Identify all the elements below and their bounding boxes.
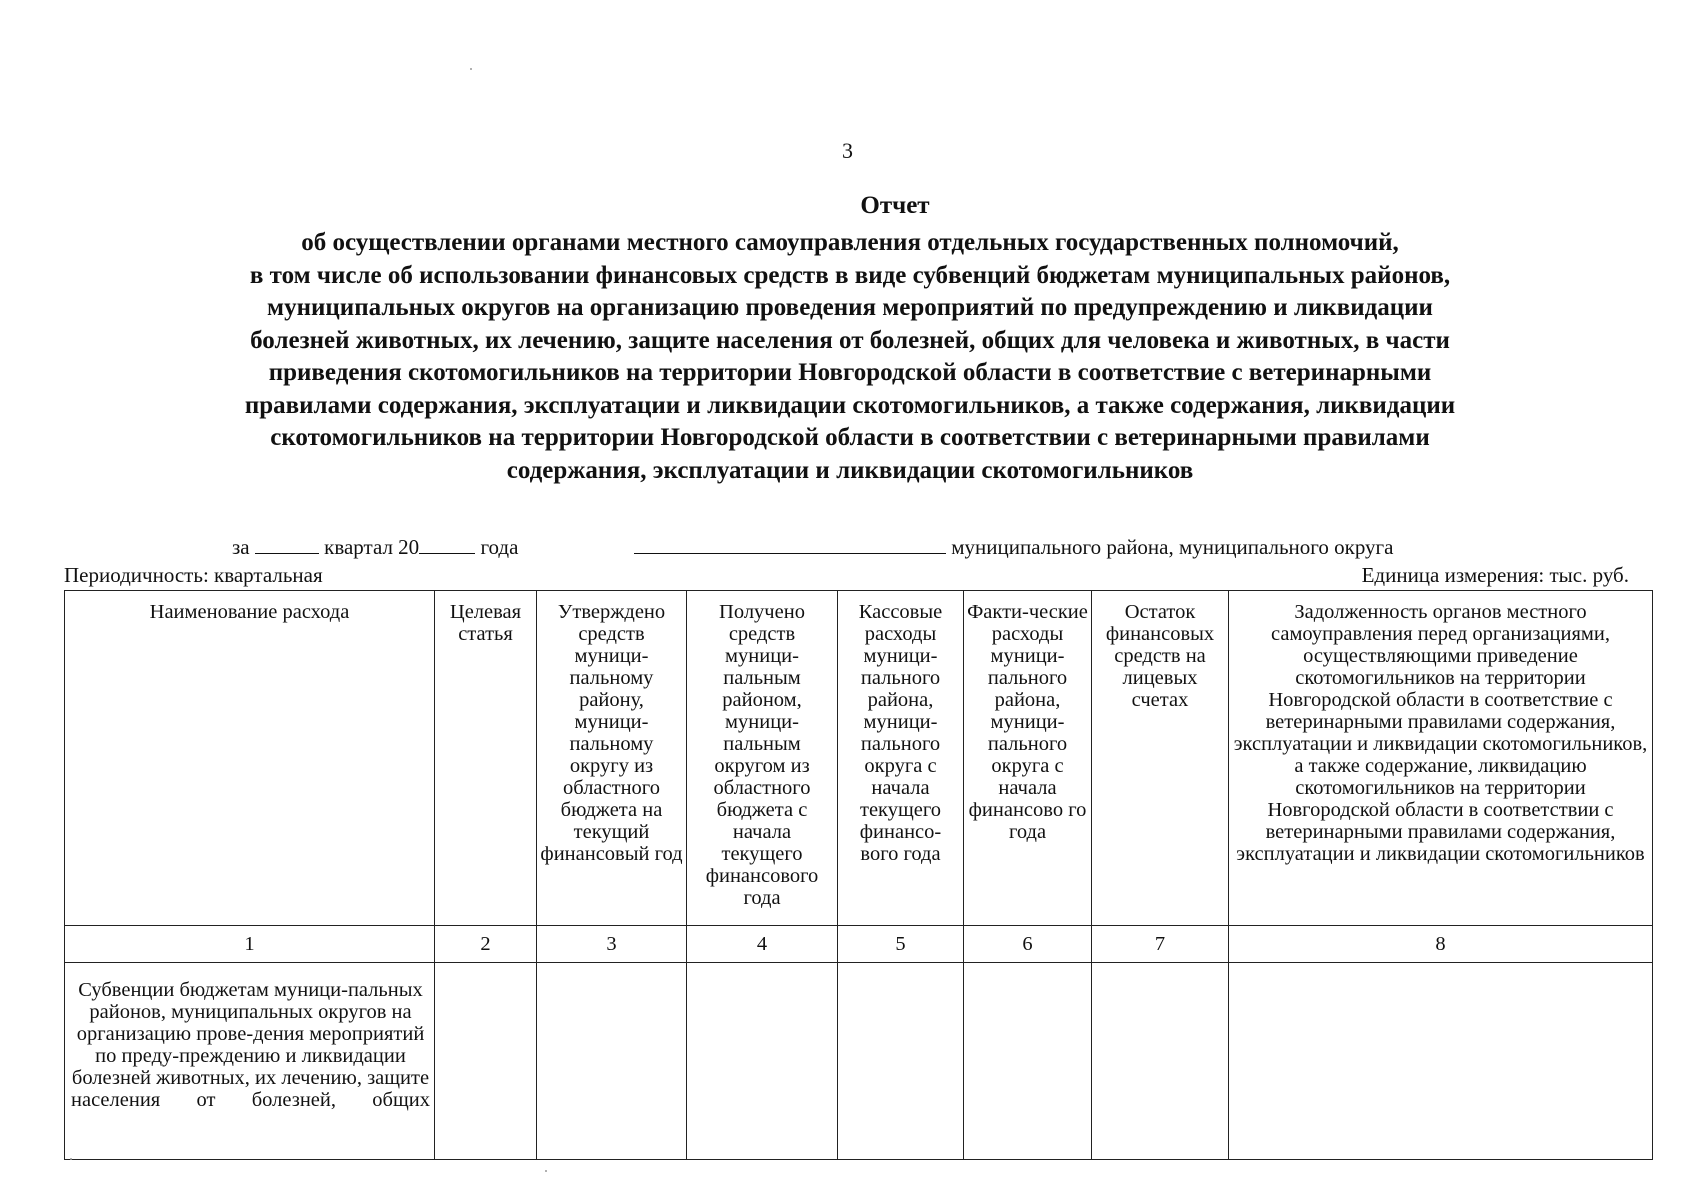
- scan-speck: [545, 1170, 547, 1172]
- district-label: муниципального района, муниципального округа: [951, 535, 1394, 559]
- unit-label: Единица измерения: тыс. руб.: [1361, 563, 1629, 587]
- column-number: 4: [687, 926, 838, 963]
- year-blank: [419, 535, 475, 554]
- expense-name-cell: Субвенции бюджетам муници-пальных районов, муниципальных округов на организацию прове-дения мероприятий по преду-преждению и ликвидации болезней животных, их лечению, защите населения от болезней, общих: [65, 963, 435, 1160]
- column-number: 2: [435, 926, 537, 963]
- column-header: Кассовые расходы муници-пального района, муници-пального округа с начала текущего финансо-вого года: [838, 591, 964, 926]
- subtitle-line: содержания, эксплуатации и ликвидации скотомогильников: [506, 456, 1194, 484]
- data-cell: [687, 963, 838, 1160]
- column-header: Факти-ческие расходы муници-пального района, муници-пального округа с начала финансово го года: [964, 591, 1092, 926]
- column-header: Получено средств муници-пальным районом, муници-пальным округом из областного бюджета с начала текущего финансового года: [687, 591, 838, 926]
- column-number: 1: [65, 926, 435, 963]
- data-cell: [1092, 963, 1229, 1160]
- period-prefix: за: [232, 535, 250, 559]
- column-number: 7: [1092, 926, 1229, 963]
- subtitle-line: в том числе об использовании финансовых средств в виде субвенций бюджетам муниципальных районов,: [249, 261, 1451, 289]
- column-number: 5: [838, 926, 964, 963]
- report-table: [64, 590, 1653, 1160]
- column-header: Задолженность органов местного самоуправления перед организациями, осуществляющими приведение скотомогильников на территории Новгородской области в соответствие с ветеринарными правилами содержания, эксплуатации и ликвидации скотомогильников, а также содержание, ликвидацию скотомогильников на территории Новгородской области в соответствии с ветеринарными правилами содержания, эксплуатации и ликвидации скотомогильников: [1229, 591, 1653, 926]
- column-header: Утверждено средств муници-пальному району, муници-пальному округу из областного бюджета на текущий финансовый год: [537, 591, 687, 926]
- column-number: 6: [964, 926, 1092, 963]
- page-number: 3: [842, 138, 853, 163]
- data-cell: [435, 963, 537, 1160]
- header-row: [65, 591, 1653, 926]
- year-label: года: [480, 535, 519, 559]
- district-line: [634, 535, 1393, 560]
- report-subtitle: [130, 227, 1570, 487]
- quarter-blank: [255, 535, 319, 554]
- column-number: 3: [537, 926, 687, 963]
- subtitle-line: болезней животных, их лечению, защите населения от болезней, общих для человека и животных, в части: [250, 326, 1450, 354]
- scan-speck: [470, 68, 472, 70]
- subtitle-line: муниципальных округов на организацию проведения мероприятий по предупреждению и ликвидации: [267, 294, 1433, 321]
- subtitle-line: об осуществлении органами местного самоуправления отдельных государственных полномочий,: [301, 229, 1399, 256]
- subtitle-line: правилами содержания, эксплуатации и ликвидации скотомогильников, а также содержания, ликвидации: [244, 391, 1456, 419]
- subtitle-line: скотомогильников на территории Новгородской области в соответствии с ветеринарными правилами: [270, 424, 1430, 451]
- report-title: Отчет: [860, 192, 930, 219]
- period-line: [232, 535, 518, 560]
- subtitle-line: приведения скотомогильников на территории Новгородской области в соответствие с ветеринарными: [268, 359, 1432, 386]
- periodicity-label: Периодичность: квартальная: [64, 563, 323, 587]
- data-cell: [964, 963, 1092, 1160]
- data-cell: [838, 963, 964, 1160]
- column-number: 8: [1229, 926, 1653, 963]
- table-row: [65, 963, 1653, 1160]
- scan-speck: [70, 1158, 72, 1160]
- column-header: Целевая статья: [435, 591, 537, 926]
- district-blank: [634, 535, 946, 554]
- quarter-label: квартал 20: [324, 535, 420, 559]
- column-header: Остаток финансовых средств на лицевых счетах: [1092, 591, 1229, 926]
- data-cell: [1229, 963, 1653, 1160]
- column-header: Наименование расхода: [65, 591, 435, 926]
- data-cell: [537, 963, 687, 1160]
- column-number-row: [65, 926, 1653, 963]
